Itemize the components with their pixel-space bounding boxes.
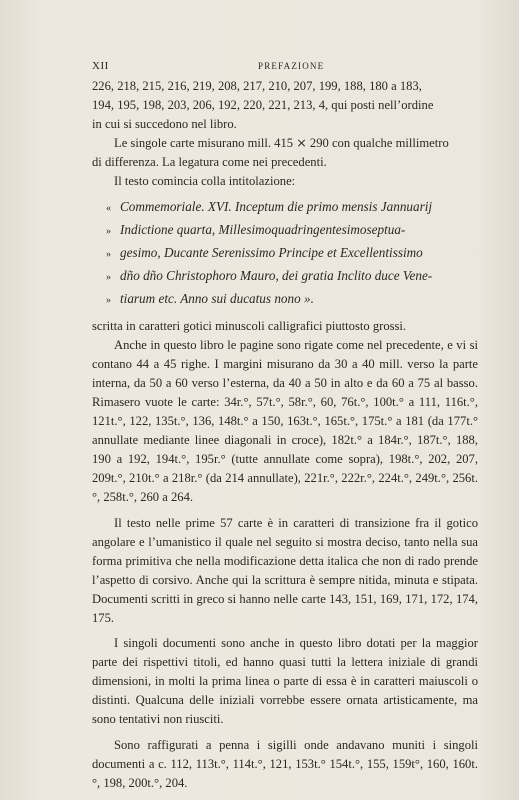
paragraph-7: I singoli documenti sono anche in questo libro dotati per la maggior parte dei rispettivi titoli, ed hanno quasi tutti la lettera iniziale di grandi dimensioni, in molti la prima linea o parte di essa è in caratteri maiuscoli o distinti. Qualcuna delle iniziali vorrebbe essere ornata artisticamente, ma sono tentativi non riusciti. bbox=[92, 636, 478, 727]
quote-line: » Indictione quarta, Millesimoquadringentesimoseptua- bbox=[106, 221, 406, 237]
text-line: in cui si succedono nel libro. bbox=[92, 117, 237, 132]
paragraph-5: Anche in questo libro le pagine sono rigate come nel precedente, e vi si contano 44 a 45 righe. I margini misurano da 30 a 40 mill. verso la parte interna, da 50 a 60 verso l’esterna, da 40 a 50 in alto e da 60 a 75 al basso. Rimasero vuote le carte: 34r.°, 57t.°, 58r.°, 60, 76t.°, 100t.° a 111, 116t.°, 121t.°, 122, 135t.°, 136, 148t.° a 150, 163t.°, 165t.°, 175t.° a 181 (da 177t.° annullate mediante linee diagonali in croce), 182t.° a 184r.°, 187t.°, 188, 190 a 192, 194t.°, 195r.° (tutte annullate come sopra), 198t.°, 202, 207, 209t.°, 210t.° a 218r.° (da 214 annullate), 221r.°, 222r.°, 224t.°, 249t.°, 256t.°, 258t.°, 260 a 264. bbox=[92, 337, 478, 505]
quote-line: » tiarum etc. Anno sui ducatus nono ». bbox=[106, 290, 314, 306]
paragraph-1 bbox=[92, 77, 478, 134]
page-number: XII bbox=[92, 60, 109, 72]
paragraph-4: scritta in caratteri gotici minuscoli calligrafici piuttosto grossi. bbox=[92, 318, 407, 333]
text-line: 194, 195, 198, 203, 206, 192, 220, 221, 213, 4, qui posti nell’ordine bbox=[92, 98, 434, 113]
running-head: PREFAZIONE bbox=[258, 61, 325, 71]
text-line: Le singole carte misurano mill. 415 ⨯ 290 con qualche millimetro bbox=[114, 136, 449, 151]
text-line: Il testo comincia colla intitolazione: bbox=[114, 174, 296, 189]
quote-line: » dño dño Christophoro Mauro, dei gratia Inclito duce Vene- bbox=[106, 267, 433, 283]
paragraph-2 bbox=[92, 134, 478, 172]
quote-line: » gesimo, Ducante Serenissimo Principe et Excellentissimo bbox=[106, 244, 423, 260]
quote-line: « Commemoriale. XVI. Inceptum die primo mensis Jannuarij bbox=[106, 198, 433, 214]
paragraph-6: Il testo nelle prime 57 carte è in caratteri di transizione fra il gotico angolare e l’umanistico il quale nel seguito si mostra deciso, tanto nella sua forma primitiva che nella modificazione detta italica che non di rado prende l’aspetto di corsivo. Anche qui la scrittura è sempre nitida, minuta e stipata. Documenti scritti in greco si hanno nelle carte 143, 151, 169, 171, 172, 174, 175. bbox=[92, 515, 478, 625]
text-line: 226, 218, 215, 216, 219, 208, 217, 210, 207, 199, 188, 180 a 183, bbox=[92, 79, 422, 93]
text-line: di differenza. La legatura come nei precedenti. bbox=[92, 155, 327, 170]
paragraph-8: Sono raffigurati a penna i sigilli onde andavano muniti i singoli documenti a c. 112, 113t.°, 114t.°, 121, 153t.° 154t.°, 155, 159t°, 160, 160t.°, 198, 200t.°, 204. bbox=[92, 737, 478, 790]
paragraph-3 bbox=[92, 172, 478, 191]
title-quotation bbox=[106, 196, 478, 311]
body-text bbox=[92, 77, 478, 793]
